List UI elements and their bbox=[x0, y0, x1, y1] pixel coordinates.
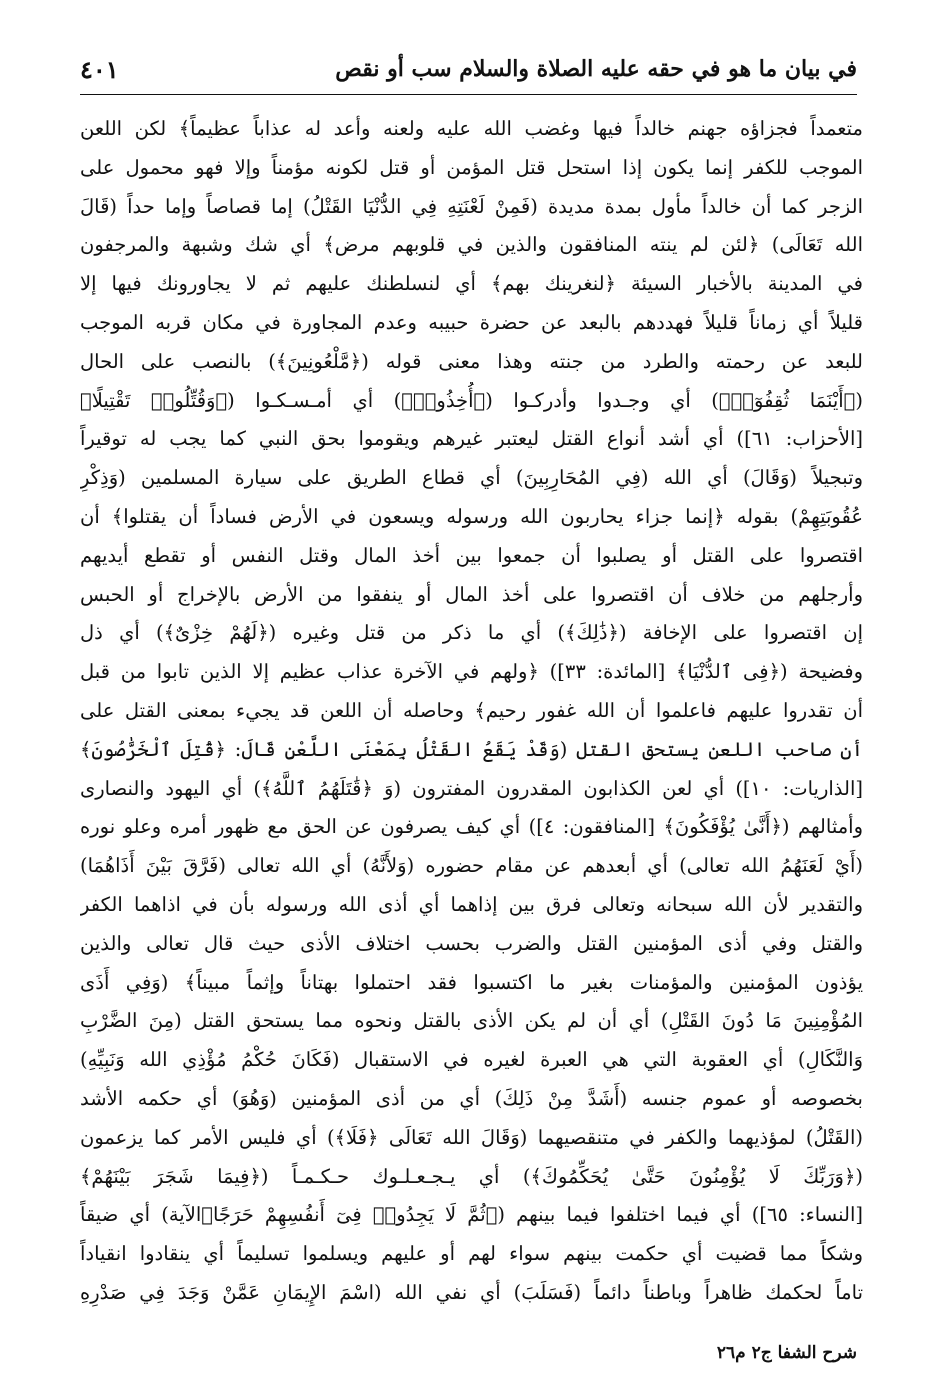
text-line: في المدينة بالأخبار السيئة ﴿لنغرينك بهم﴾ أي لنسلطنك عليهم ثم لا يجاورونك فيها إلا bbox=[80, 272, 863, 296]
text-line: متعمداً فجزاؤه جهنم خالداً فيها وغضب الله عليه ولعنه وأعد له عذاباً عظيماً﴾ لكن اللعن bbox=[80, 117, 863, 140]
text-line: إن اقتصروا على الإخافة (﴿ذَٰلِكَ﴾) أي ما ذكر من قتل وغيره (﴿لَهُمْ خِزْىٌ﴾) أي ذل bbox=[80, 621, 863, 645]
page-number: ٤٠١ bbox=[80, 54, 119, 84]
text-line: أن تقدروا عليهم فاعلموا أن الله غفور رحيم﴾ وحاصله أن اللعن قد يجيء بمعنى القتل على bbox=[80, 698, 863, 722]
running-title: في بيان ما هو في حقه عليه الصلاة والسلام سب أو نقص bbox=[335, 56, 857, 82]
text-line: الله تَعَالَى) ﴿لئن لم ينته المنافقون والذين في قلوبهم مرض﴾ أي شك وشبهة والمرجفون bbox=[80, 233, 863, 257]
text-line: وأرجلهم من خلاف أن اقتصروا على أخذ المال أو ينفقوا من الأرض بالإخراج أو الحبس bbox=[80, 582, 863, 606]
text-line: تاماً لحكمك ظاهراً وباطناً دائماً (فَسَلَبَ) أي نفي الله (اسْمَ الإِيمَانِ عَمَّنْ وَجَدَ فِي صَدْرِهِ bbox=[80, 1280, 863, 1304]
text-line: [الأحزاب: ٦١]) أي أشد أنواع القتل ليعتبر غيرهم ويقوموا بحق النبي كما يجب له توقيراً bbox=[80, 427, 863, 451]
text-line: وتبجيلاً (وَقَالَ) أي الله (فِي المُحَارِبِينَ) أي قطاع الطريق على سيارة المسلمين (وَذِكْرِ bbox=[80, 466, 863, 490]
text-line: للبعد عن رحمته والطرد من جنته وهذا معنى قوله (﴿مَّلْعُونِينَ﴾) بالنصب على الحال bbox=[80, 349, 863, 373]
text-line: والقتل وفي أذى المؤمنين القتل والضرب بحسب اختلاف الأذى حيث قال تعالى والذين bbox=[80, 931, 863, 955]
text-line: أن صاحب اللعن يستحق القتل (وَقَدْ يَقَعُ القَتْلُ بِمَعْنَى اللَّعْنِ قَالَ: ﴿قُتِلَ ٱلْخَرَّٰصُونَ﴾ bbox=[80, 737, 863, 761]
text-line: يؤذون المؤمنين والمؤمنات بغير ما اكتسبوا فقد احتملوا بهتاناً وإثماً مبيناً﴾ (وَفِي أَذَى bbox=[80, 970, 863, 994]
text-line: وأمثالهم (﴿أَنَّىٰ يُؤْفَكُونَ﴾ [المنافقون: ٤]) أي كيف يصرفون عن الحق مع ظهور أمره وعلو نوره bbox=[80, 815, 863, 839]
text-line: اقتصروا على القتل أو يصلبوا أن جمعوا بين أخذ المال وقتل النفس أو تقطع أيديهم bbox=[80, 543, 863, 567]
text-line: (﴿أَيْنَمَا ثُقِفُوٓا۟﴾) أي وجـدوا وأدركـوا (﴿أُخِذُوا۟﴾) أي أمـسـكـوا (﴿وَقُتِّلُوا۟ تَقْتِيلًا﴾ bbox=[80, 388, 863, 412]
text-line: الموجب للكفر إنما يكون إذا استحل قتل المؤمن أو قتل لكونه مؤمناً وإلا فهو محمول على bbox=[80, 155, 863, 179]
text-line: [الذاريات: ١٠]) أي لعن الكذابون المقدرون المفترون (وَ ﴿قَٰتَلَهُمُ ٱللَّهُ﴾) أي اليهود والنصارى bbox=[80, 776, 863, 800]
text-line: [النساء: ٦٥]) أي فيما اختلفوا فيما بينهم (﴿ثُمَّ لَا يَجِدُوا۟ فِىٓ أَنفُسِهِمْ حَرَجًا﴾الآية) أي ضيقاً bbox=[80, 1203, 863, 1227]
text-line: وشكاً مما قضيت أي حكمت بينهم سواء لهم أو عليهم ويسلموا تسليماً أي ينقادوا انقياداً bbox=[80, 1242, 863, 1266]
text-line: (﴿وَرَبِّكَ لَا يُؤْمِنُونَ حَتَّىٰ يُحَكِّمُوكَ﴾) أي يـجـعـلـوك حـكـمـاً (﴿فِيمَا شَجَرَ بَيْنَهُمْ﴾ bbox=[80, 1164, 863, 1188]
text-line: وَالنَّكَالِ) أي العقوبة التي هي العبرة لغيره في الاستقبال (فَكَانَ حُكْمُ مُؤْذِي الله وَنَبِيِّهِ) bbox=[80, 1048, 863, 1072]
text-line: (أَيْ لَعَنَهُمُ الله تعالى) أي أبعدهم عن مقام حضوره (وَلأَنَّهُ) أي الله تعالى (فَرَّقَ بَيْنَ أَذَاهُمَا) bbox=[80, 854, 863, 878]
text-line: والتقدير لأن الله سبحانه وتعالى فرق بين إذاهما أي أذى الله ورسوله بأن في اذاهما الكفر bbox=[80, 892, 863, 916]
body-text bbox=[80, 110, 863, 1313]
signature-mark: شرح الشفا ج٢ م٢٦ bbox=[716, 1343, 857, 1363]
text-line: بخصوصه أو عموم جنسه (أَشَدَّ مِنْ ذَلِكَ) أي من أذى المؤمنين (وَهُوَ) أي حكمه الأشد bbox=[80, 1086, 863, 1110]
text-line: (القَتْلُ) لمؤذيهما والكفر في متنقصيهما (وَقَالَ الله تَعَالَى ﴿فَلَا﴾) أي فليس الأمر كما يزعمون bbox=[80, 1125, 863, 1149]
page-header bbox=[80, 44, 857, 95]
text-line: عُقُوبَتِهِمْ) بقوله ﴿إنما جزاء يحاربون الله ورسوله ويسعون في الأرض فساداً أن يقتلوا﴾ أن bbox=[80, 504, 863, 528]
text-line: وفضيحة (﴿فِى ٱلدُّنْيَا﴾ [المائدة: ٣٣]) ﴿ولهم في الآخرة عذاب عظيم إلا الذين تابوا من قبل bbox=[80, 660, 863, 684]
text-line: الزجر كما أن خالداً مأول بمدة مديدة (فَمِنْ لَعْنَتِهِ فِي الدُّنْيَا القَتْلُ) إما قصاصاً وإما حداً (قَالَ bbox=[80, 194, 863, 218]
text-line: المُؤْمِنِينَ مَا دُونَ القَتْلِ) أي أن لم يكن الأذى بالقتل ونحوه مما يستحق القتل (مِنَ الضَّرْبِ bbox=[80, 1009, 863, 1033]
text-line: قليلاً أي زماناً قليلاً فهددهم بالبعد عن حضرة حبيبه وعدم المجاورة في مكان قربه الموجب bbox=[80, 310, 863, 334]
